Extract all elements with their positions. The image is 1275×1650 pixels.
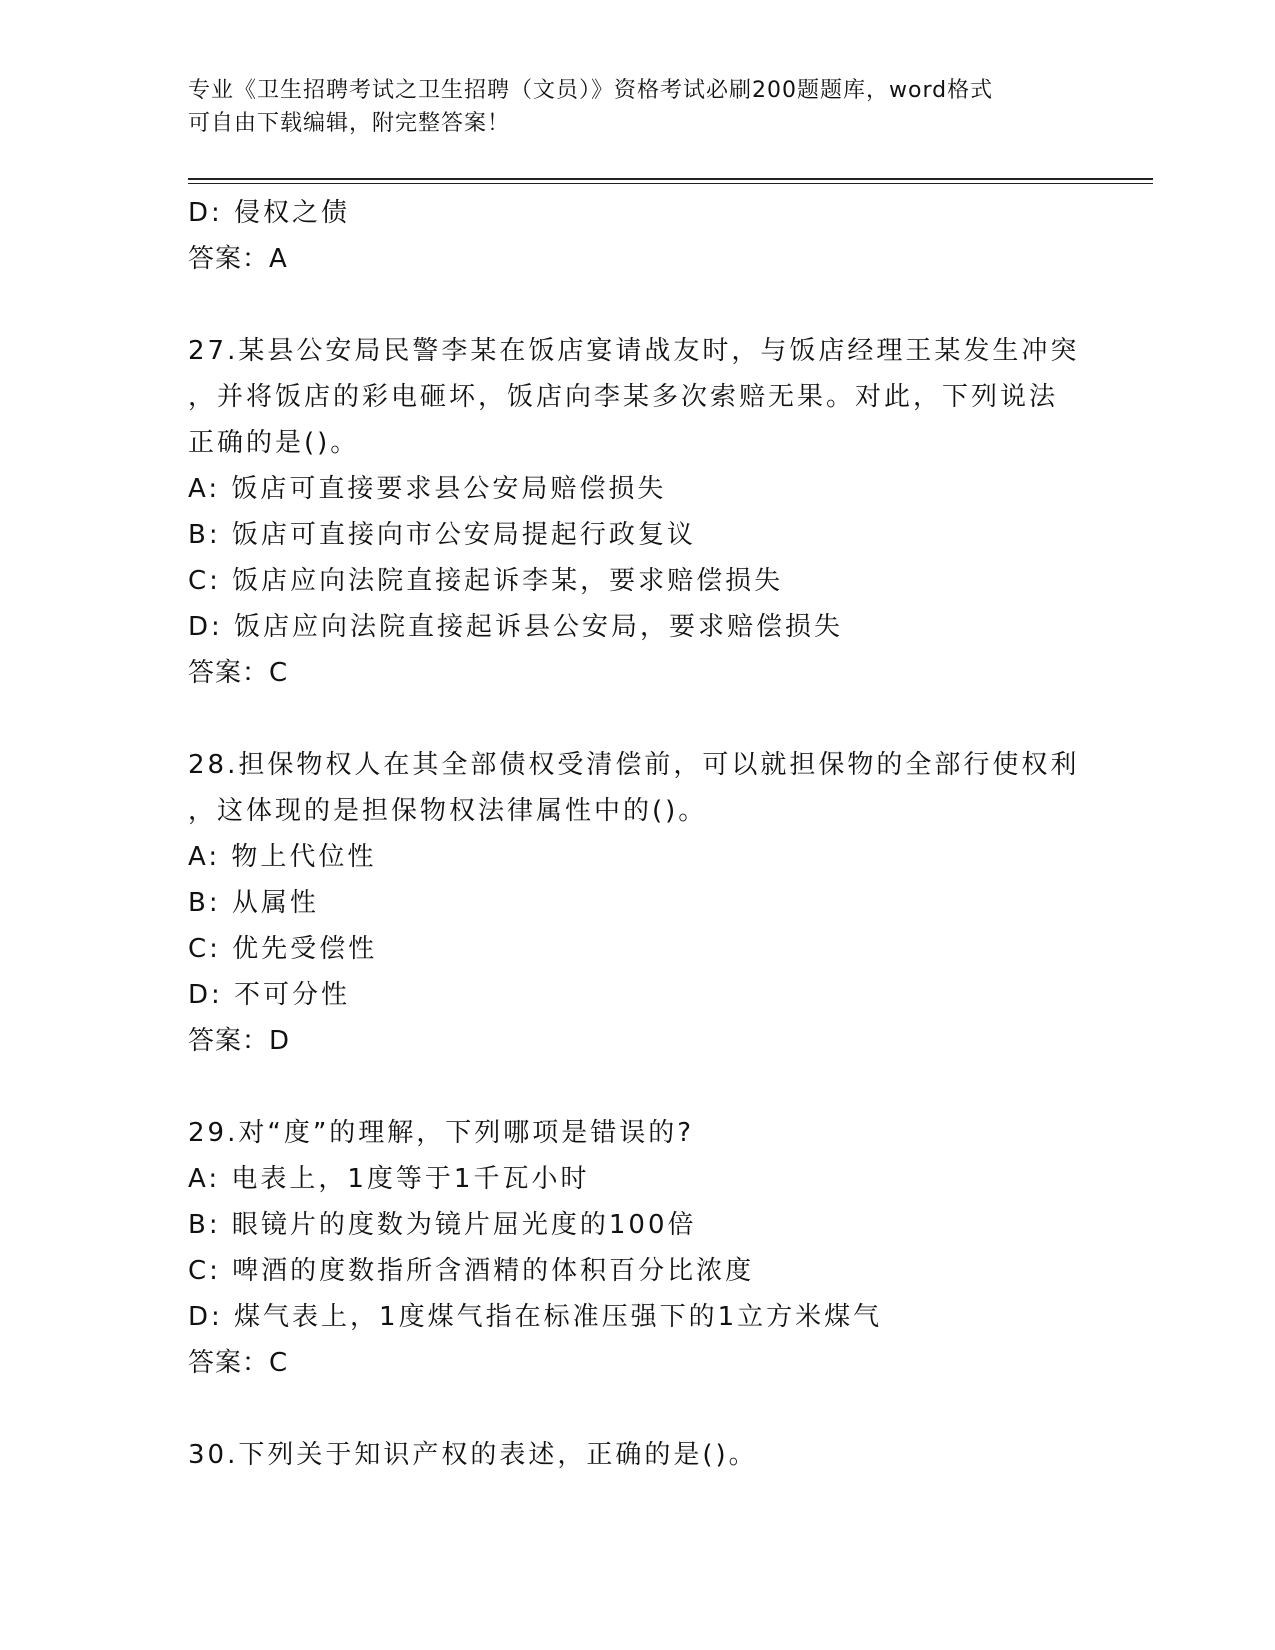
prev-question-answer: 答案：A: [188, 244, 288, 274]
question-28-text-line-1: 28.担保物权人在其全部债权受清偿前，可以就担保物的全部行使权利: [188, 750, 1080, 780]
question-28-option-a: A: 物上代位性: [188, 842, 377, 872]
spacer: [188, 696, 1088, 742]
question-27-answer: 答案：C: [188, 658, 289, 688]
header-divider-thick: [188, 178, 1153, 180]
question-27: [188, 328, 1088, 696]
question-29-text-line-1: 29.对“度”的理解，下列哪项是错误的?: [188, 1118, 695, 1148]
question-28-option-b: B: 从属性: [188, 888, 319, 918]
question-28-option-d: D: 不可分性: [188, 980, 351, 1010]
question-list: [188, 190, 1088, 1478]
question-29-option-c: C: 啤酒的度数指所含酒精的体积百分比浓度: [188, 1256, 755, 1286]
question-30-text-line-1: 30.下列关于知识产权的表述，正确的是()。: [188, 1440, 758, 1470]
question-27-option-c: C: 饭店应向法院直接起诉李某，要求赔偿损失: [188, 566, 784, 596]
question-28-option-c: C: 优先受偿性: [188, 934, 378, 964]
spacer: [188, 1064, 1088, 1110]
question-27-option-b: B: 饭店可直接向市公安局提起行政复议: [188, 520, 696, 550]
header-title-line-2: 可自由下载编辑，附完整答案！: [188, 111, 511, 136]
question-29-option-a: A: 电表上，1度等于1千瓦小时: [188, 1164, 590, 1194]
question-28-answer: 答案：D: [188, 1026, 291, 1056]
header-divider-thin: [188, 183, 1153, 184]
question-29: [188, 1110, 1088, 1386]
question-30: [188, 1432, 1088, 1478]
document-header: [188, 74, 1068, 140]
question-29-option-b: B: 眼镜片的度数为镜片屈光度的100倍: [188, 1210, 697, 1240]
question-29-option-d: D: 煤气表上，1度煤气指在标准压强下的1立方米煤气: [188, 1302, 883, 1332]
prev-question-option-d: D: 侵权之债: [188, 198, 351, 228]
question-28-text-line-2: ，这体现的是担保物权法律属性中的()。: [188, 796, 708, 826]
question-27-text-line-2: ，并将饭店的彩电砸坏，饭店向李某多次索赔无果。对此，下列说法: [188, 382, 1059, 412]
spacer: [188, 1386, 1088, 1432]
question-27-option-d: D: 饭店应向法院直接起诉县公安局，要求赔偿损失: [188, 612, 844, 642]
question-27-text-line-1: 27.某县公安局民警李某在饭店宴请战友时，与饭店经理王某发生冲突: [188, 336, 1080, 366]
question-27-text-line-3: 正确的是()。: [188, 428, 360, 458]
question-27-option-a: A: 饭店可直接要求县公安局赔偿损失: [188, 474, 667, 504]
header-title-line-1: 专业《卫生招聘考试之卫生招聘（文员）》资格考试必刷200题题库，word格式: [188, 78, 994, 103]
spacer: [188, 282, 1088, 328]
question-29-answer: 答案：C: [188, 1348, 289, 1378]
question-28: [188, 742, 1088, 1064]
